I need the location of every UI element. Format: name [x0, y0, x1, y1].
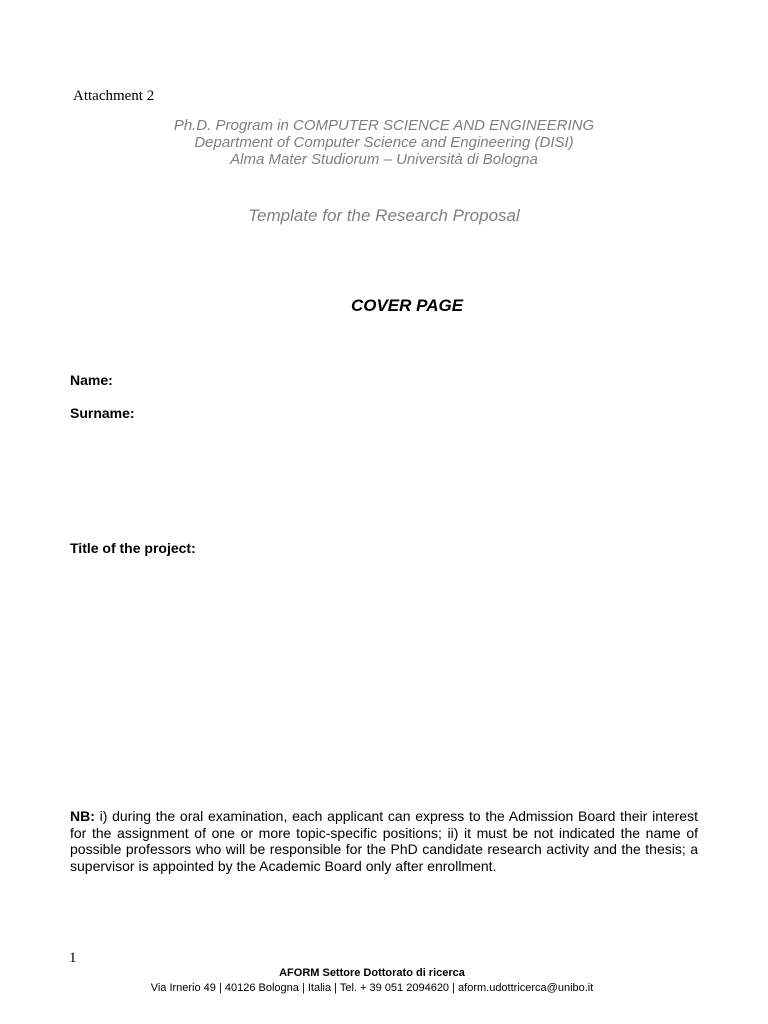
page-number: 1	[69, 950, 77, 966]
note-text: i) during the oral examination, each applicant can express to the Admission Board their interest for the assignment of one or more topic-specific positions; ii) it must be not indicated the name of possible professors who will be responsible for the PhD candidate research activity and the thesis; a supervisor is appointed by the Academic Board only after enrollment.	[70, 808, 698, 874]
footer-office: AFORM Settore Dottorato di ricerca	[279, 967, 465, 979]
program-name: Ph.D. Program in COMPUTER SCIENCE AND ENGINEERING	[173, 117, 595, 134]
footer	[0, 966, 744, 996]
program-header	[0, 117, 768, 168]
note-paragraph	[70, 808, 698, 874]
university-name: Alma Mater Studiorum – Università di Bologna	[230, 151, 538, 168]
note-label: NB:	[70, 808, 95, 824]
template-title: Template for the Research Proposal	[248, 206, 520, 225]
attachment-label: Attachment 2	[73, 88, 155, 104]
footer-address: Via Irnerio 49 | 40126 Bologna | Italia | Tel. + 39 051 2094620 | aform.udottricerca@unibo.it	[150, 982, 594, 994]
surname-label: Surname:	[70, 405, 135, 421]
name-label: Name:	[70, 372, 113, 388]
project-title-label: Title of the project:	[70, 540, 196, 556]
cover-page-title: COVER PAGE	[350, 296, 464, 315]
department-name: Department of Computer Science and Engineering (DISI)	[194, 134, 574, 151]
